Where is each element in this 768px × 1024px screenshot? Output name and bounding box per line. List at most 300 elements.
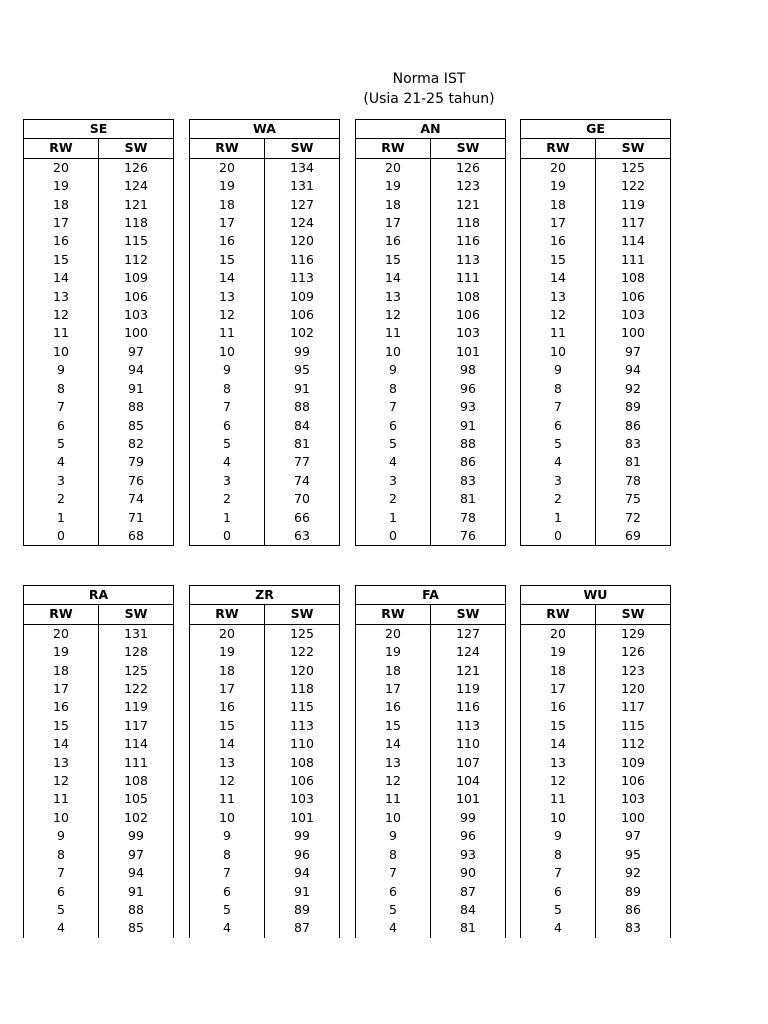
- rw-cell: 18: [521, 662, 596, 680]
- rw-cell: 15: [521, 717, 596, 735]
- table-row: [190, 846, 340, 864]
- sw-cell: 116: [431, 232, 506, 250]
- sw-cell: 83: [596, 435, 671, 453]
- sw-cell: 86: [596, 417, 671, 435]
- rw-cell: 13: [356, 754, 431, 772]
- rw-cell: 7: [521, 398, 596, 416]
- column-header-rw: RW: [190, 139, 265, 158]
- table-row: [356, 398, 506, 416]
- table-row: [521, 472, 671, 490]
- table-row: [356, 361, 506, 379]
- rw-cell: 11: [356, 790, 431, 808]
- table-row: [521, 735, 671, 753]
- sw-cell: 103: [431, 324, 506, 342]
- rw-cell: 5: [24, 435, 99, 453]
- sw-cell: 124: [431, 643, 506, 661]
- sw-cell: 92: [596, 380, 671, 398]
- rw-cell: 4: [356, 919, 431, 937]
- sw-cell: 99: [431, 809, 506, 827]
- sw-cell: 94: [265, 864, 340, 882]
- table-title: RA: [24, 586, 174, 605]
- rw-cell: 9: [190, 827, 265, 845]
- rw-cell: 19: [356, 643, 431, 661]
- sw-cell: 90: [431, 864, 506, 882]
- rw-cell: 11: [521, 324, 596, 342]
- sw-cell: 79: [99, 453, 174, 471]
- rw-cell: 20: [24, 158, 99, 177]
- sw-cell: 93: [431, 846, 506, 864]
- table-row: [356, 509, 506, 527]
- table-row: [190, 509, 340, 527]
- sw-cell: 119: [596, 196, 671, 214]
- sw-cell: 97: [596, 343, 671, 361]
- rw-cell: 20: [356, 624, 431, 643]
- sw-cell: 86: [596, 901, 671, 919]
- sw-cell: 124: [265, 214, 340, 232]
- sw-cell: 102: [99, 809, 174, 827]
- table-row: [356, 214, 506, 232]
- table-row: [24, 196, 174, 214]
- table-row: [356, 472, 506, 490]
- sw-cell: 116: [431, 698, 506, 716]
- rw-cell: 7: [24, 864, 99, 882]
- column-header-sw: SW: [99, 605, 174, 624]
- rw-cell: 19: [356, 177, 431, 195]
- sw-cell: 97: [99, 846, 174, 864]
- sw-cell: 123: [596, 662, 671, 680]
- rw-cell: 17: [24, 680, 99, 698]
- sw-cell: 111: [431, 269, 506, 287]
- sw-cell: 125: [596, 158, 671, 177]
- rw-cell: 9: [356, 827, 431, 845]
- table-row: [24, 901, 174, 919]
- sw-cell: 63: [265, 527, 340, 546]
- sw-cell: 85: [99, 417, 174, 435]
- table-row: [190, 177, 340, 195]
- sw-cell: 89: [596, 398, 671, 416]
- sw-cell: 122: [99, 680, 174, 698]
- table-row: [521, 772, 671, 790]
- sw-cell: 104: [431, 772, 506, 790]
- table-row: [356, 177, 506, 195]
- table-row: [356, 196, 506, 214]
- sw-cell: 128: [99, 643, 174, 661]
- sw-cell: 126: [431, 158, 506, 177]
- table-row: [521, 680, 671, 698]
- rw-cell: 10: [521, 343, 596, 361]
- sw-cell: 97: [596, 827, 671, 845]
- rw-cell: 15: [190, 251, 265, 269]
- sw-cell: 103: [596, 306, 671, 324]
- rw-cell: 15: [24, 251, 99, 269]
- table-row: [24, 343, 174, 361]
- column-header-rw: RW: [24, 139, 99, 158]
- sw-cell: 99: [99, 827, 174, 845]
- sw-cell: 122: [596, 177, 671, 195]
- table-row: [24, 643, 174, 661]
- rw-cell: 19: [190, 643, 265, 661]
- sw-cell: 117: [596, 698, 671, 716]
- rw-cell: 7: [24, 398, 99, 416]
- rw-cell: 6: [24, 417, 99, 435]
- table-row: [24, 846, 174, 864]
- sw-cell: 113: [431, 251, 506, 269]
- sw-cell: 126: [596, 643, 671, 661]
- rw-cell: 12: [190, 772, 265, 790]
- rw-cell: 16: [24, 698, 99, 716]
- table-row: [356, 772, 506, 790]
- rw-cell: 6: [356, 417, 431, 435]
- table-row: [190, 306, 340, 324]
- table-row: [24, 809, 174, 827]
- table-row: [190, 717, 340, 735]
- rw-cell: 12: [356, 772, 431, 790]
- table-row: [521, 324, 671, 342]
- table-title: FA: [356, 586, 506, 605]
- rw-cell: 20: [190, 624, 265, 643]
- sw-cell: 109: [265, 288, 340, 306]
- sw-cell: 126: [99, 158, 174, 177]
- rw-cell: 12: [521, 772, 596, 790]
- rw-cell: 9: [356, 361, 431, 379]
- sw-cell: 119: [431, 680, 506, 698]
- sw-cell: 70: [265, 490, 340, 508]
- sw-cell: 103: [596, 790, 671, 808]
- rw-cell: 14: [356, 269, 431, 287]
- table-row: [521, 901, 671, 919]
- sw-cell: 120: [265, 232, 340, 250]
- table-row: [521, 754, 671, 772]
- rw-cell: 4: [190, 453, 265, 471]
- table-row: [521, 698, 671, 716]
- table-row: [190, 772, 340, 790]
- rw-cell: 6: [190, 417, 265, 435]
- sw-cell: 74: [265, 472, 340, 490]
- rw-cell: 14: [356, 735, 431, 753]
- table-row: [521, 251, 671, 269]
- rw-cell: 1: [24, 509, 99, 527]
- table-row: [24, 509, 174, 527]
- sw-cell: 95: [265, 361, 340, 379]
- table-row: [521, 269, 671, 287]
- sw-cell: 96: [431, 827, 506, 845]
- table-row: [190, 398, 340, 416]
- table-row: [356, 453, 506, 471]
- table-row: [190, 624, 340, 643]
- table-row: [356, 417, 506, 435]
- table-row: [24, 417, 174, 435]
- sw-cell: 111: [596, 251, 671, 269]
- table-row: [521, 643, 671, 661]
- table-row: [190, 288, 340, 306]
- column-header-sw: SW: [596, 605, 671, 624]
- rw-cell: 6: [521, 417, 596, 435]
- table-row: [521, 509, 671, 527]
- table-row: [190, 435, 340, 453]
- table-row: [24, 232, 174, 250]
- rw-cell: 13: [521, 288, 596, 306]
- table-row: [24, 472, 174, 490]
- rw-cell: 3: [190, 472, 265, 490]
- rw-cell: 8: [521, 380, 596, 398]
- rw-cell: 8: [356, 380, 431, 398]
- table-title: WA: [190, 120, 340, 139]
- rw-cell: 19: [24, 643, 99, 661]
- table-row: [190, 864, 340, 882]
- rw-cell: 15: [521, 251, 596, 269]
- sw-cell: 108: [265, 754, 340, 772]
- rw-cell: 20: [24, 624, 99, 643]
- rw-cell: 2: [190, 490, 265, 508]
- table-row: [24, 453, 174, 471]
- sw-cell: 71: [99, 509, 174, 527]
- table-row: [24, 919, 174, 937]
- sw-cell: 101: [431, 343, 506, 361]
- rw-cell: 5: [521, 901, 596, 919]
- sw-cell: 92: [596, 864, 671, 882]
- table-row: [190, 343, 340, 361]
- sw-cell: 107: [431, 754, 506, 772]
- table-row: [356, 864, 506, 882]
- sw-cell: 108: [431, 288, 506, 306]
- sw-cell: 81: [431, 919, 506, 937]
- sw-cell: 94: [99, 864, 174, 882]
- table-row: [521, 919, 671, 937]
- sw-cell: 106: [431, 306, 506, 324]
- table-row: [190, 324, 340, 342]
- sw-cell: 117: [596, 214, 671, 232]
- table-row: [24, 883, 174, 901]
- sw-cell: 125: [265, 624, 340, 643]
- sw-cell: 76: [99, 472, 174, 490]
- table-row: [190, 196, 340, 214]
- table-row: [190, 827, 340, 845]
- sw-cell: 120: [265, 662, 340, 680]
- table-title: AN: [356, 120, 506, 139]
- table-row: [190, 735, 340, 753]
- table-title: SE: [24, 120, 174, 139]
- rw-cell: 11: [190, 790, 265, 808]
- column-header-rw: RW: [521, 139, 596, 158]
- rw-cell: 18: [521, 196, 596, 214]
- rw-cell: 0: [24, 527, 99, 546]
- table-row: [190, 698, 340, 716]
- rw-cell: 13: [24, 288, 99, 306]
- table-row: [356, 754, 506, 772]
- column-header-sw: SW: [265, 139, 340, 158]
- table-row: [24, 288, 174, 306]
- table-row: [190, 490, 340, 508]
- table-row: [521, 453, 671, 471]
- sw-cell: 115: [265, 698, 340, 716]
- rw-cell: 18: [24, 196, 99, 214]
- rw-cell: 17: [521, 680, 596, 698]
- sw-cell: 77: [265, 453, 340, 471]
- rw-cell: 4: [521, 919, 596, 937]
- table-row: [190, 417, 340, 435]
- table-row: [24, 158, 174, 177]
- rw-cell: 2: [521, 490, 596, 508]
- table-row: [521, 417, 671, 435]
- rw-cell: 10: [190, 809, 265, 827]
- table-row: [24, 735, 174, 753]
- rw-cell: 15: [356, 251, 431, 269]
- sw-cell: 114: [99, 735, 174, 753]
- table-row: [24, 527, 174, 546]
- table-row: [521, 624, 671, 643]
- sw-cell: 81: [431, 490, 506, 508]
- table-row: [356, 435, 506, 453]
- table-row: [190, 643, 340, 661]
- rw-cell: 17: [24, 214, 99, 232]
- rw-cell: 20: [521, 158, 596, 177]
- rw-cell: 8: [190, 380, 265, 398]
- column-header-sw: SW: [99, 139, 174, 158]
- table-row: [521, 158, 671, 177]
- table-row: [356, 324, 506, 342]
- table-row: [521, 846, 671, 864]
- table-row: [24, 490, 174, 508]
- sw-cell: 91: [265, 883, 340, 901]
- sw-cell: 91: [99, 380, 174, 398]
- table-row: [190, 809, 340, 827]
- table-row: [521, 196, 671, 214]
- rw-cell: 1: [190, 509, 265, 527]
- table-row: [190, 214, 340, 232]
- table-row: [24, 680, 174, 698]
- rw-cell: 20: [190, 158, 265, 177]
- rw-cell: 8: [24, 846, 99, 864]
- rw-cell: 4: [521, 453, 596, 471]
- table-row: [24, 864, 174, 882]
- column-header-sw: SW: [431, 139, 506, 158]
- sw-cell: 101: [431, 790, 506, 808]
- sw-cell: 83: [431, 472, 506, 490]
- rw-cell: 16: [190, 232, 265, 250]
- table-row: [356, 809, 506, 827]
- rw-cell: 18: [190, 196, 265, 214]
- table-row: [521, 827, 671, 845]
- sw-cell: 127: [431, 624, 506, 643]
- sw-cell: 81: [596, 453, 671, 471]
- table-row: [521, 214, 671, 232]
- table-row: [356, 306, 506, 324]
- rw-cell: 4: [356, 453, 431, 471]
- rw-cell: 0: [190, 527, 265, 546]
- rw-cell: 6: [190, 883, 265, 901]
- table-row: [356, 883, 506, 901]
- norm-table-wa: [189, 119, 340, 546]
- table-row: [356, 643, 506, 661]
- table-row: [24, 214, 174, 232]
- sw-cell: 97: [99, 343, 174, 361]
- rw-cell: 11: [521, 790, 596, 808]
- rw-cell: 14: [190, 269, 265, 287]
- sw-cell: 78: [431, 509, 506, 527]
- sw-cell: 69: [596, 527, 671, 546]
- sw-cell: 75: [596, 490, 671, 508]
- rw-cell: 5: [24, 901, 99, 919]
- sw-cell: 89: [265, 901, 340, 919]
- sw-cell: 88: [431, 435, 506, 453]
- sw-cell: 106: [596, 772, 671, 790]
- table-row: [190, 232, 340, 250]
- norm-table-zr: [189, 585, 340, 938]
- rw-cell: 7: [190, 398, 265, 416]
- rw-cell: 6: [356, 883, 431, 901]
- sw-cell: 109: [596, 754, 671, 772]
- table-row: [521, 717, 671, 735]
- table-row: [24, 398, 174, 416]
- table-row: [24, 177, 174, 195]
- rw-cell: 3: [24, 472, 99, 490]
- table-row: [24, 772, 174, 790]
- table-row: [356, 251, 506, 269]
- norm-table-wu: [520, 585, 671, 938]
- sw-cell: 118: [431, 214, 506, 232]
- rw-cell: 14: [521, 735, 596, 753]
- sw-cell: 91: [265, 380, 340, 398]
- rw-cell: 14: [190, 735, 265, 753]
- table-row: [356, 919, 506, 937]
- rw-cell: 11: [190, 324, 265, 342]
- rw-cell: 10: [356, 343, 431, 361]
- sw-cell: 96: [265, 846, 340, 864]
- rw-cell: 16: [521, 232, 596, 250]
- rw-cell: 19: [24, 177, 99, 195]
- rw-cell: 12: [24, 772, 99, 790]
- column-header-sw: SW: [431, 605, 506, 624]
- sw-cell: 125: [99, 662, 174, 680]
- norm-table-ge: [520, 119, 671, 546]
- rw-cell: 11: [356, 324, 431, 342]
- rw-cell: 17: [190, 680, 265, 698]
- rw-cell: 1: [521, 509, 596, 527]
- rw-cell: 12: [521, 306, 596, 324]
- sw-cell: 84: [265, 417, 340, 435]
- rw-cell: 14: [521, 269, 596, 287]
- column-header-sw: SW: [265, 605, 340, 624]
- table-row: [356, 680, 506, 698]
- table-row: [356, 698, 506, 716]
- table-row: [521, 177, 671, 195]
- sw-cell: 113: [431, 717, 506, 735]
- table-row: [190, 680, 340, 698]
- table-row: [521, 527, 671, 546]
- sw-cell: 113: [265, 717, 340, 735]
- rw-cell: 7: [356, 398, 431, 416]
- rw-cell: 8: [356, 846, 431, 864]
- sw-cell: 94: [596, 361, 671, 379]
- rw-cell: 3: [521, 472, 596, 490]
- table-row: [521, 398, 671, 416]
- rw-cell: 16: [24, 232, 99, 250]
- table-row: [521, 380, 671, 398]
- rw-cell: 7: [356, 864, 431, 882]
- column-header-rw: RW: [356, 139, 431, 158]
- rw-cell: 5: [190, 901, 265, 919]
- table-row: [356, 846, 506, 864]
- sw-cell: 86: [431, 453, 506, 471]
- table-row: [356, 790, 506, 808]
- sw-cell: 106: [99, 288, 174, 306]
- sw-cell: 88: [99, 901, 174, 919]
- rw-cell: 6: [521, 883, 596, 901]
- sw-cell: 81: [265, 435, 340, 453]
- rw-cell: 12: [24, 306, 99, 324]
- norm-table-an: [355, 119, 506, 546]
- sw-cell: 112: [596, 735, 671, 753]
